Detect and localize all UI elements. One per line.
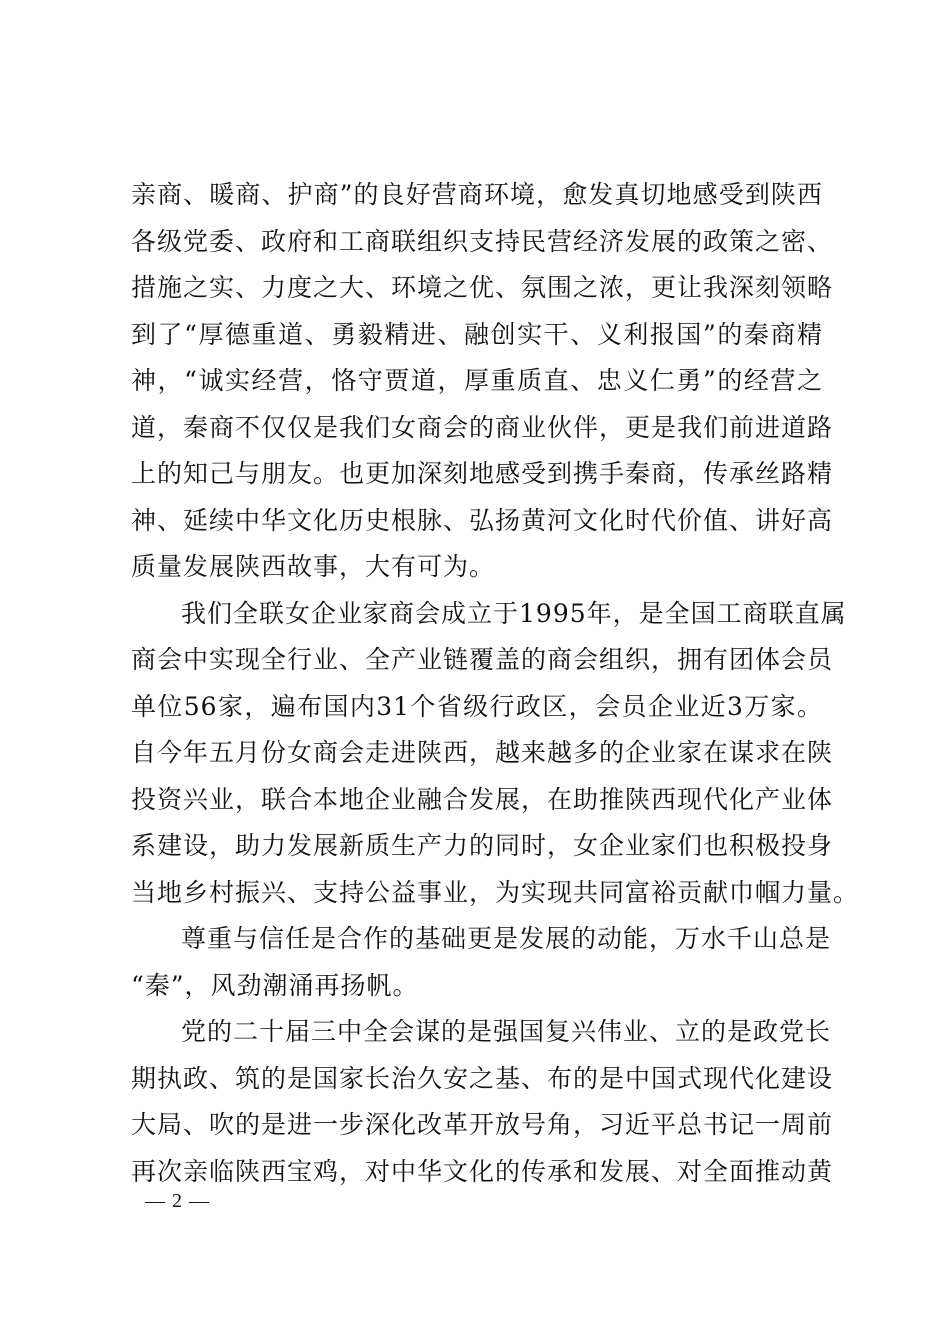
text-line: 上的知己与朋友。也更加深刻地感受到携手秦商，传承丝路精 — [131, 459, 834, 488]
text-line: 党的二十届三中全会谋的是强国复兴伟业、立的是政党长 — [181, 1017, 832, 1046]
text-line: 系建设，助力发展新质生产力的同时，女企业家们也积极投身 — [131, 831, 834, 860]
text-line: 到了“厚德重道、勇毅精进、融创实干、义利报国”的秦商精 — [131, 319, 823, 349]
text-line: 道，秦商不仅仅是我们女商会的商业伙伴，更是我们前进道路 — [131, 412, 834, 442]
text-line: 措施之实、力度之大、环境之优、氛围之浓，更让我深刻领略 — [131, 273, 834, 302]
text-line: 我们全联女企业家商会成立于1995年，是全国工商联直属 — [181, 598, 847, 628]
text-line: 商会中实现全行业、全产业链覆盖的商会组织，拥有团体会员 — [131, 645, 834, 674]
paragraph — [131, 591, 860, 917]
text-line: 神，“诚实经营，恪守贾道，厚重质直、忠义仁勇”的经营之 — [131, 366, 823, 395]
text-line: 大局、吹的是进一步深化改革开放号角，习近平总书记一周前 — [131, 1110, 834, 1139]
text-line: “秦”，风劲潮涌再扬帆。 — [131, 970, 419, 1000]
text-line: 期执政、筑的是国家长治久安之基、布的是中国式现代化建设 — [131, 1063, 834, 1093]
body-text — [131, 172, 860, 1195]
text-line: 质量发展陕西故事，大有可为。 — [131, 552, 496, 581]
paragraph — [131, 916, 832, 1009]
text-line: 自今年五月份女商会走进陕西，越来越多的企业家在谋求在陕 — [131, 738, 834, 767]
text-line: 亲商、暖商、护商”的良好营商环境，愈发真切地感受到陕西 — [131, 180, 823, 209]
text-line: 尊重与信任是合作的基础更是发展的动能，万水千山总是 — [181, 924, 832, 953]
paragraph — [131, 1009, 834, 1195]
text-line: 单位56家，遍布国内31个省级行政区，会员企业近3万家。 — [131, 691, 823, 721]
paragraph — [131, 172, 834, 591]
page-number: — 2 — — [145, 1190, 210, 1212]
text-line: 当地乡村振兴、支持公益事业，为实现共同富裕贡献巾帼力量。 — [131, 877, 860, 907]
text-line: 各级党委、政府和工商联组织支持民营经济发展的政策之密、 — [131, 226, 834, 256]
text-line: 神、延续中华文化历史根脉、弘扬黄河文化时代价值、讲好高 — [131, 505, 834, 535]
text-line: 投资兴业，联合本地企业融合发展，在助推陕西现代化产业体 — [131, 784, 834, 814]
text-line: 再次亲临陕西宝鸡，对中华文化的传承和发展、对全面推动黄 — [131, 1156, 834, 1186]
